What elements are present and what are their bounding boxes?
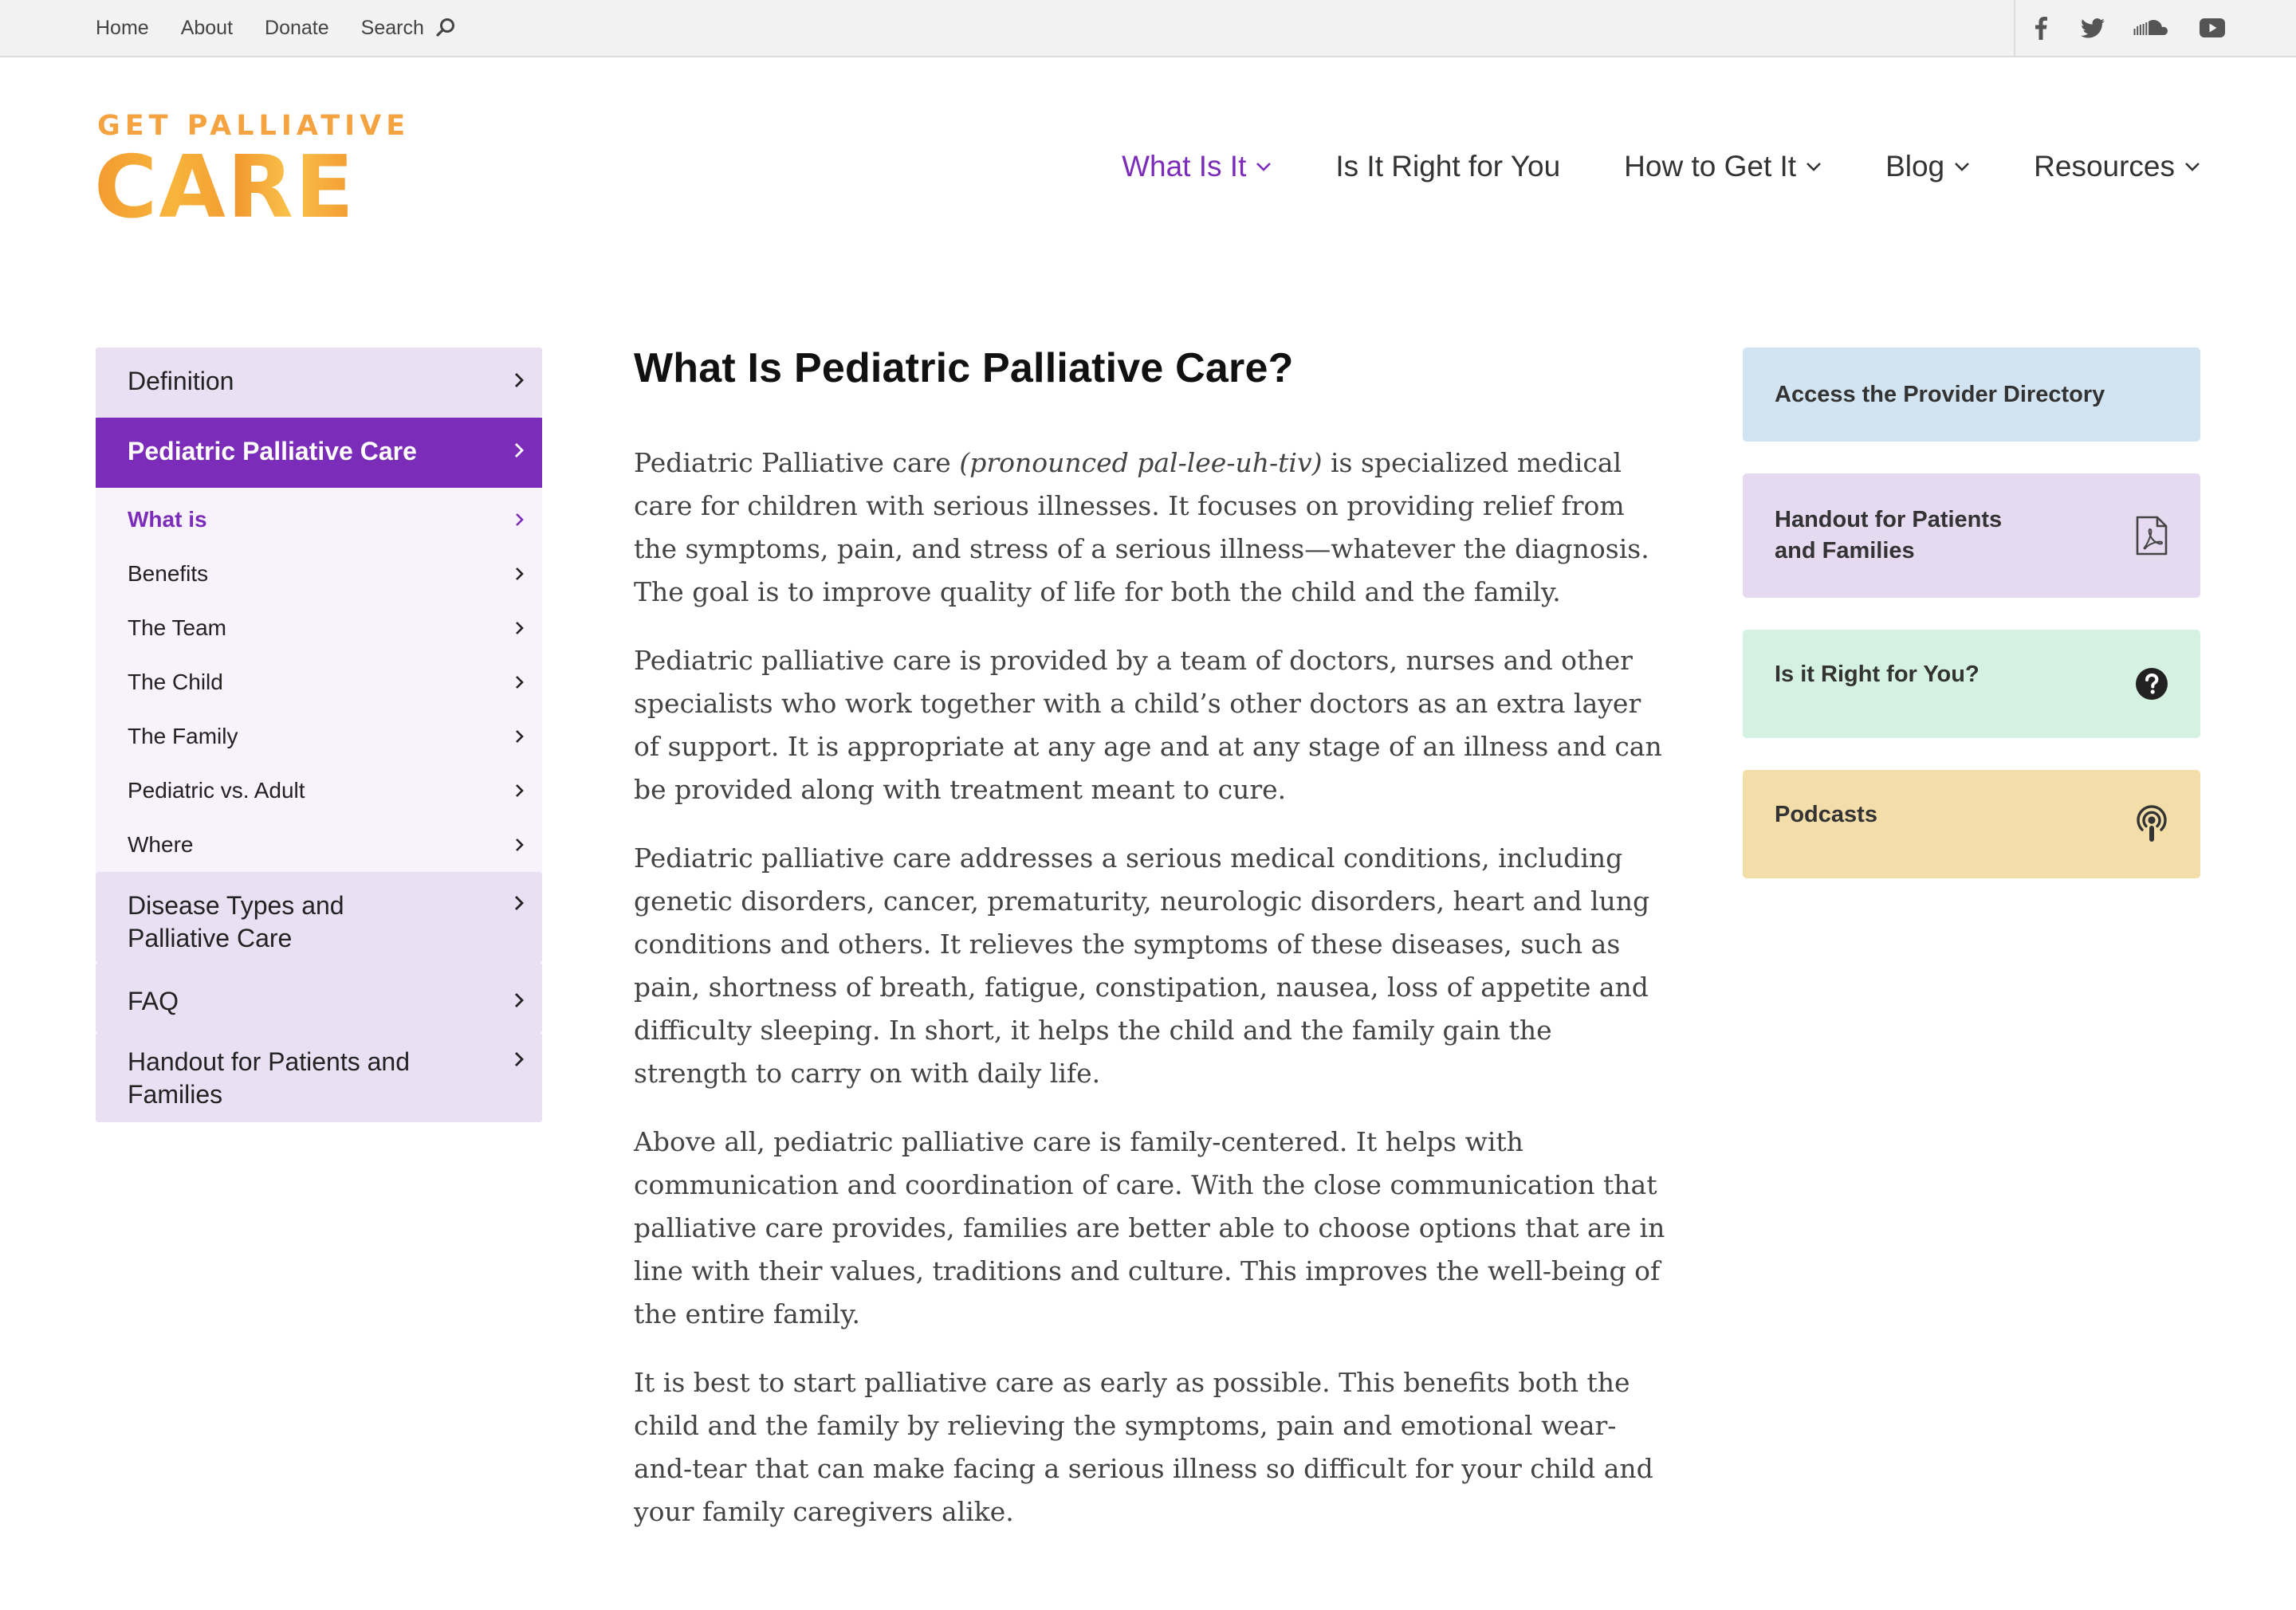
pronunciation-note: (pronounced pal-lee-uh-tiv) [959, 447, 1323, 478]
sidebar-item-label: Handout for Patients and Families [128, 1047, 411, 1109]
nav-what-is-it[interactable] [1122, 150, 1272, 183]
chevron-right-icon [513, 1050, 525, 1068]
content-paragraph: Pediatric palliative care is provided by a team of doctors, nurses and other specialists who work together with a child’s other doctors as an extra layer of support. It is appropriate at any age and at any stage of an illness and can be provided along with treatment meant to cure. [634, 645, 1662, 805]
chevron-right-icon [515, 567, 525, 581]
card-label: Is it Right for You? [1775, 662, 1980, 687]
nav-blog[interactable] [1885, 150, 1970, 183]
nav-how-to-get-it[interactable] [1624, 150, 1822, 183]
chevron-right-icon [515, 512, 525, 527]
sidebar-item-disease-types[interactable] [96, 872, 542, 963]
subnav-item-pediatric-vs-adult[interactable] [96, 764, 542, 818]
sidebar-item-definition[interactable] [96, 348, 542, 418]
twitter-link[interactable] [2066, 0, 2119, 56]
nav-label: How to Get It [1624, 150, 1797, 183]
page-title: What Is Pediatric Palliative Care? [634, 345, 1294, 391]
main-nav [1122, 150, 2200, 183]
chevron-down-icon [1954, 162, 1970, 171]
content-paragraph [634, 442, 1670, 614]
subnav-item-label: The Family [128, 724, 238, 748]
nav-resources[interactable] [2034, 150, 2200, 183]
utility-link-about[interactable]: About [180, 16, 234, 39]
nav-is-it-right-for-you[interactable] [1335, 150, 1560, 183]
chevron-right-icon [515, 621, 525, 635]
utility-link-donate[interactable]: Donate [265, 16, 329, 39]
content-paragraph: Pediatric palliative care addresses a serious medical conditions, including genetic disorders, cancer, prematurity, neurologic disorders, heart and lung conditions and others. It relieves the symptoms of these diseases, such as pain, shortness of breath, fatigue, constipation, nausea, loss of appetite and difficulty sleeping. In short, it helps the child and the family gain the strength to carry on with daily life. [634, 842, 1650, 1089]
subnav-item-the-child[interactable] [96, 655, 542, 709]
search-label: Search [360, 16, 424, 39]
chevron-right-icon [513, 371, 525, 389]
utility-link-home[interactable]: Home [96, 16, 149, 39]
is-it-right-card[interactable] [1743, 630, 2200, 738]
subnav-item-label: The Child [128, 670, 223, 694]
chevron-right-icon [515, 838, 525, 852]
facebook-link[interactable] [2014, 0, 2066, 56]
card-label: Access the Provider Directory [1775, 381, 2105, 407]
subnav-item-benefits[interactable] [96, 547, 542, 601]
logo-wordmark: CARE [94, 138, 356, 238]
subnav-item-label: Benefits [128, 561, 209, 586]
search-icon [435, 18, 456, 38]
paragraph-text: is specialized medical care for children with serious illnesses. It focuses on providing relief from the symptoms, pain, and stress of a serious illness—whatever the diagnosis. The goal is to improve quality of life for both the child and the family. [634, 447, 1649, 607]
subnav-item-label: Pediatric vs. Adult [128, 778, 305, 803]
logo-tagline: GET PALLIATIVE [97, 110, 411, 142]
youtube-icon [2200, 18, 2225, 37]
subnav-item-label: What is [128, 507, 207, 532]
utility-search-link[interactable] [361, 17, 456, 40]
utility-bar [0, 0, 2296, 57]
pdf-file-icon [2135, 516, 2168, 556]
chevron-right-icon [515, 729, 525, 744]
youtube-link[interactable] [2181, 0, 2243, 56]
nav-label: Resources [2034, 150, 2175, 183]
subnav-item-what-is[interactable] [96, 493, 542, 547]
sidebar-item-pediatric-palliative-care[interactable] [96, 418, 542, 488]
chevron-right-icon [515, 783, 525, 798]
twitter-icon [2081, 18, 2105, 38]
question-circle-icon [2135, 667, 2168, 701]
podcast-icon [2135, 804, 2168, 844]
section-sidebar [96, 348, 542, 1122]
handout-card[interactable] [1743, 473, 2200, 598]
chevron-right-icon [513, 894, 525, 912]
card-label: Podcasts [1775, 802, 1877, 827]
subnav-item-the-family[interactable] [96, 709, 542, 764]
nav-label: Blog [1885, 150, 1945, 183]
chevron-down-icon [1806, 162, 1822, 171]
sidebar-item-handout[interactable] [96, 1033, 542, 1122]
sidebar-item-label: Pediatric Palliative Care [128, 437, 417, 465]
sidebar-subnav [96, 488, 542, 872]
provider-directory-card[interactable] [1743, 348, 2200, 442]
soundcloud-icon [2133, 19, 2168, 37]
subnav-item-where[interactable] [96, 818, 542, 872]
subnav-item-label: The Team [128, 615, 226, 640]
content-paragraph: Above all, pediatric palliative care is family-centered. It helps with communication and coordination of care. With the close communication that palliative care provides, families are better able to choose options that are in line with their values, traditions and culture. This improves the well-being of the entire family. [634, 1126, 1665, 1329]
main-content [634, 344, 1670, 1559]
paragraph-text: Pediatric Palliative care [634, 447, 960, 478]
chevron-right-icon [513, 992, 525, 1009]
chevron-down-icon [1256, 162, 1272, 171]
chevron-down-icon [2184, 162, 2200, 171]
soundcloud-link[interactable] [2119, 0, 2181, 56]
site-logo[interactable] [94, 110, 411, 238]
sidebar-item-label: FAQ [128, 987, 179, 1015]
callout-cards [1743, 348, 2200, 910]
social-links [2014, 0, 2296, 56]
sidebar-item-label: Definition [128, 367, 234, 395]
sidebar-item-faq[interactable] [96, 963, 542, 1033]
content-paragraph: It is best to start palliative care as early as possible. This benefits both the child and the family by relieving the symptoms, pain and emotional wear-and-tear that can make facing a serious illness so difficult for your child and your family caregivers alike. [634, 1367, 1653, 1527]
facebook-icon [2035, 16, 2047, 40]
podcasts-card[interactable] [1743, 770, 2200, 878]
sidebar-item-label: Disease Types and Palliative Care [128, 891, 344, 952]
chevron-right-icon [513, 442, 525, 459]
utility-nav [96, 0, 488, 56]
subnav-item-the-team[interactable] [96, 601, 542, 655]
subnav-item-label: Where [128, 832, 194, 857]
card-label: Handout for Patients and Families [1775, 507, 2003, 564]
chevron-right-icon [515, 675, 525, 689]
nav-label: Is It Right for You [1335, 150, 1561, 183]
nav-label: What Is It [1122, 150, 1247, 183]
